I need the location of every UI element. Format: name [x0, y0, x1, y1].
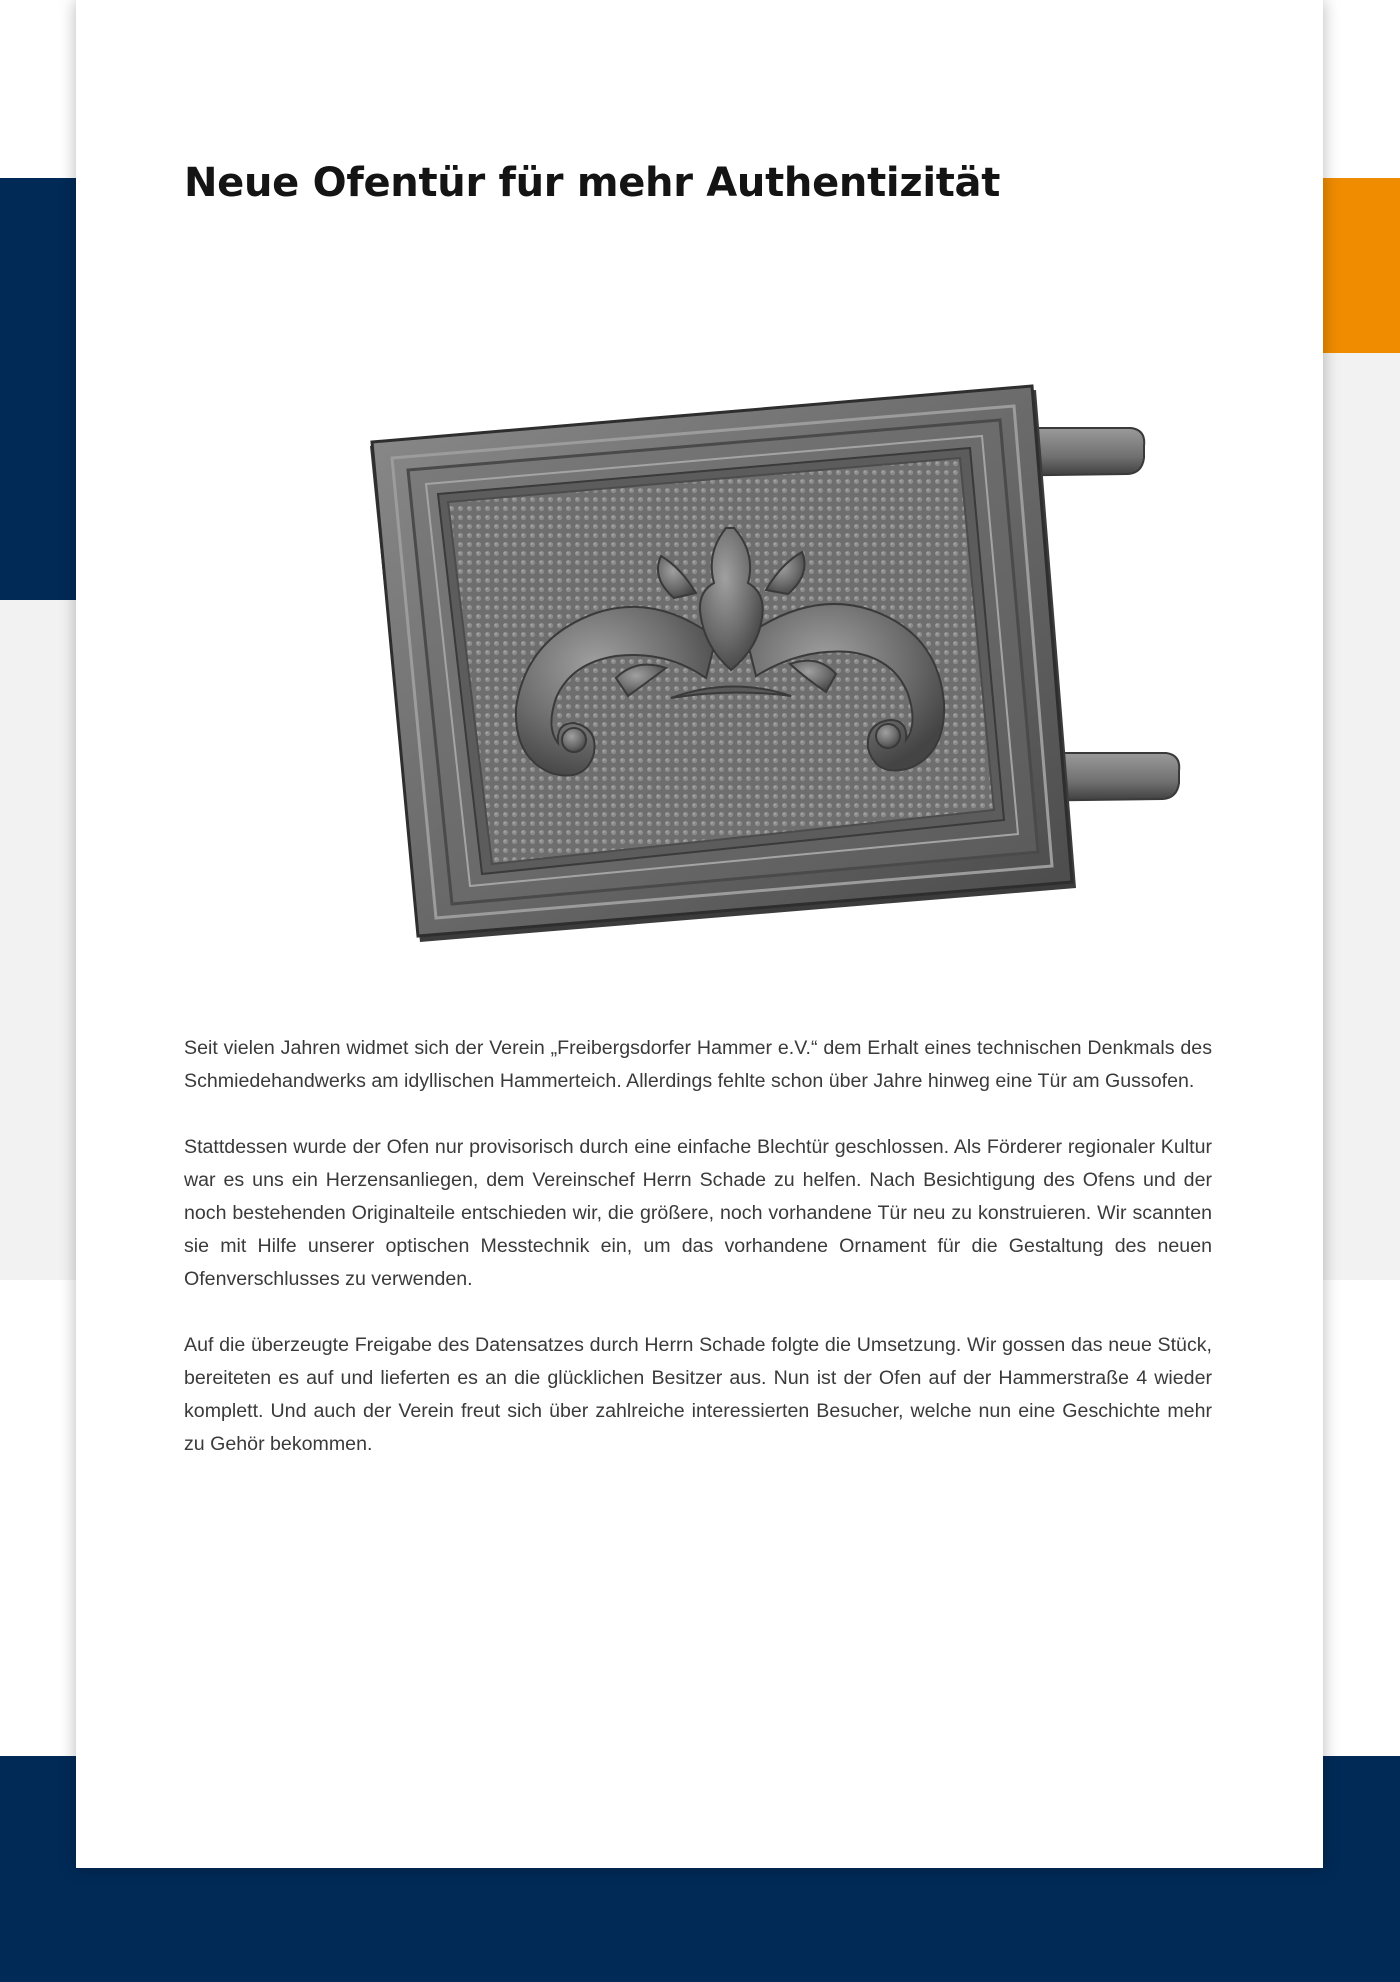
paragraph-1: Seit vielen Jahren widmet sich der Verein „Freibergsdorfer Hammer e.V.“ dem Erhalt eines technischen Denkmals des Schmiedehandwerks am idyllischen Hammerteich. Allerdings fehlte schon über Jahre hinweg eine Tür am Gussofen. — [184, 1037, 1212, 1092]
article-body — [184, 1032, 1212, 1494]
document-page — [76, 0, 1323, 1868]
orange-accent-band — [1322, 178, 1400, 353]
paragraph-2: Stattdessen wurde der Ofen nur provisorisch durch eine einfache Blechtür geschlossen. Als Förderer regionaler Kultur war es uns ein Herzensanliegen, dem Vereinschef Herrn Schade zu helfen. Nach Besichtigung des Ofens und der noch bestehenden Originalteile entschieden wir, die größere, noch vorhandene Tür neu zu konstruieren. Wir scannten sie mit Hilfe unserer optischen Messtechnik ein, um das vorhandene Ornament für die Gestaltung des neuen Ofenverschlusses zu verwenden. — [184, 1136, 1212, 1290]
oven-door-image — [276, 378, 1196, 958]
paragraph-3: Auf die überzeugte Freigabe des Datensatzes durch Herrn Schade folgte die Umsetzung. Wir gossen das neue Stück, bereiteten es auf und lieferten es an die glücklichen Besitzer aus. Nun ist der Ofen auf der Hammerstraße 4 wieder komplett. Und auch der Verein freut sich über zahlreiche interessierten Besucher, welche nun eine Geschichte mehr zu Gehör bekommen. — [184, 1334, 1212, 1455]
oven-door-3d-scan-image — [276, 378, 1196, 958]
navy-side-band — [0, 178, 76, 600]
article-title: Neue Ofentür für mehr Authentizität — [184, 160, 1001, 206]
